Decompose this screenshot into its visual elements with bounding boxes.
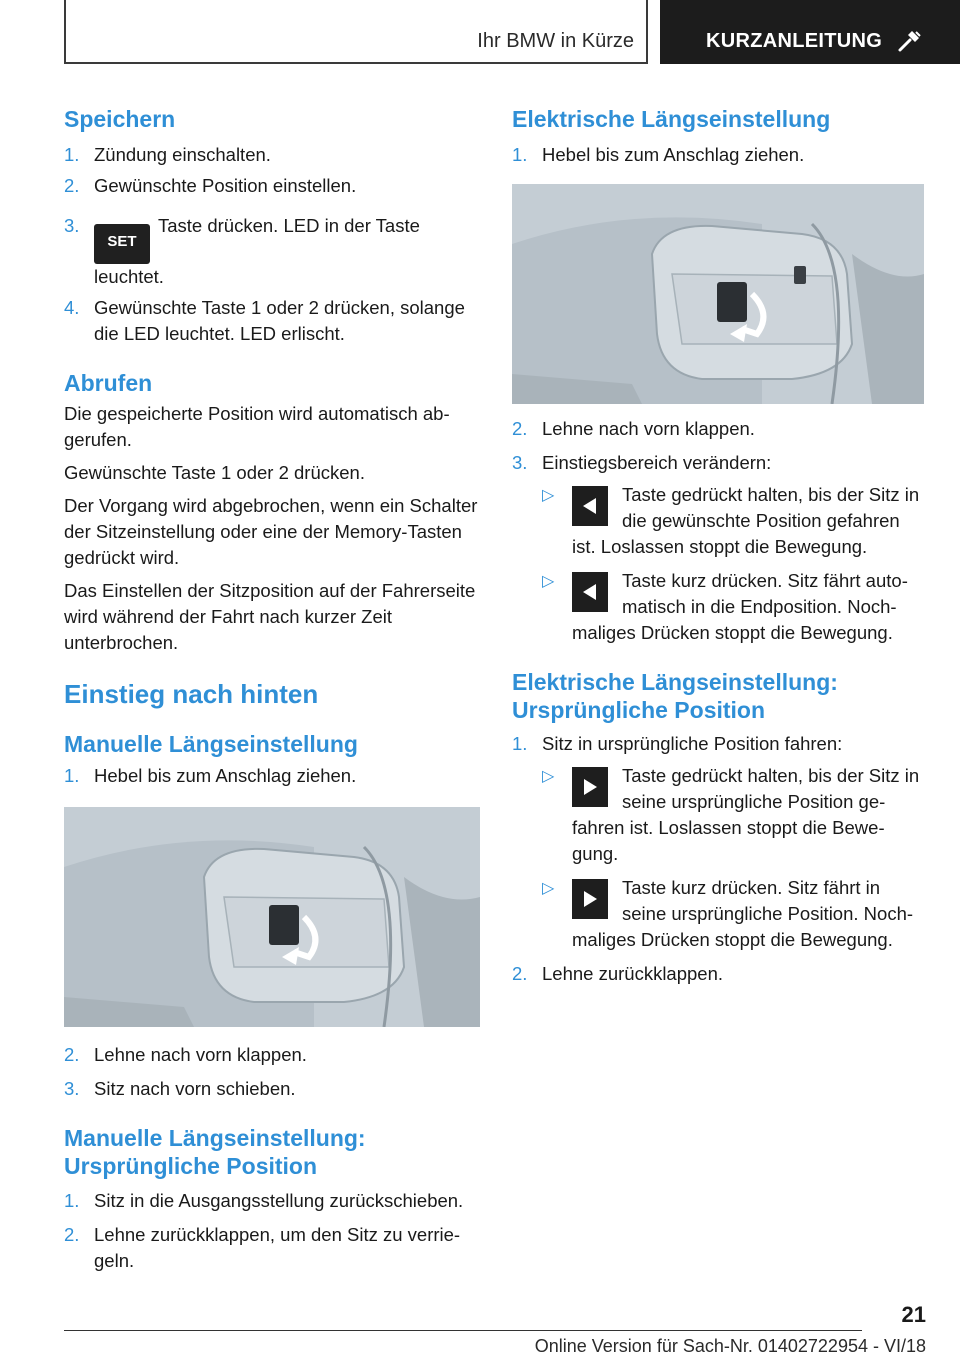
- bullet-item: ▷ Taste gedrückt halten, bis der Sitz in die gewünschte Position gefahren ist. Loslassen stoppt die Bewegung.: [542, 484, 920, 557]
- arrow-right-key-icon: [572, 879, 608, 919]
- arrow-left-key-icon: [572, 572, 608, 612]
- list-item: 2. Gewünschte Position einstellen.: [64, 175, 357, 196]
- heading-elektrisch: Elektrische Längseinstellung: [512, 106, 831, 132]
- list-item: 3. Einstiegsbereich verändern:: [512, 452, 772, 473]
- list-item: 1. Sitz in die Ausgangsstellung zurückschieben.: [64, 1190, 464, 1211]
- page-number: 21: [901, 1302, 926, 1327]
- list-item: 1. Zündung einschalten.: [64, 144, 271, 165]
- arrow-left-key-icon: [572, 486, 608, 526]
- list-item: 2. Lehne nach vorn klappen.: [512, 418, 755, 439]
- list-item: 4. Gewünschte Taste 1 oder 2 drücken, solange die LED leuchtet. LED erlischt.: [64, 297, 465, 344]
- set-button-icon: SET: [94, 224, 150, 264]
- seat-lever-illustration: [64, 807, 480, 1027]
- paragraph: Die gespeicherte Position wird automatisch abgerufen.: [64, 403, 450, 450]
- heading-einstieg: Einstieg nach hinten: [64, 679, 319, 709]
- paragraph: Gewünschte Taste 1 oder 2 drücken.: [64, 462, 365, 483]
- bullet-item: ▷ Taste gedrückt halten, bis der Sitz in seine ursprüngliche Position gefahren ist. Loslassen stoppt die Bewegung.: [542, 765, 920, 864]
- header-chapter-box: [660, 0, 960, 64]
- list-item: 2. Lehne nach vorn klappen.: [64, 1044, 307, 1065]
- bullet-item: ▷ Taste kurz drücken. Sitz fährt in seine ursprüngliche Position. Nochmaliges Drücken stoppt die Bewegung.: [542, 877, 914, 950]
- footer-divider: [64, 1330, 862, 1331]
- heading-manuell: Manuelle Längseinstellung: [64, 731, 358, 757]
- list-item: 2. Lehne zurückklappen.: [512, 963, 724, 984]
- seat-lever-illustration: [512, 184, 924, 404]
- wrench-icon: [896, 28, 922, 54]
- list-item: 3. SETTaste drücken. LED in der Taste leuchtet.: [64, 215, 420, 287]
- left-column: [64, 100, 480, 1274]
- right-column: [512, 100, 924, 987]
- footer-text: Online Version für Sach-Nr. 01402722954 - VI/18: [534, 1336, 926, 1356]
- list-item: 1. Sitz in ursprüngliche Position fahren:: [512, 733, 843, 754]
- heading-speichern: Speichern: [64, 106, 176, 132]
- bullet-item: ▷ Taste kurz drücken. Sitz fährt automatisch in die Endposition. Nochmaliges Drücken stoppt die Bewegung.: [542, 570, 908, 643]
- arrow-right-key-icon: [572, 767, 608, 807]
- header-section-box: [64, 0, 648, 64]
- list-item: 1. Hebel bis zum Anschlag ziehen.: [512, 144, 805, 165]
- heading-abrufen: Abrufen: [64, 370, 153, 396]
- list-item: 2. Lehne zurückklappen, um den Sitz zu verriegeln.: [64, 1224, 461, 1271]
- list-item: 3. Sitz nach vorn schieben.: [64, 1078, 296, 1099]
- paragraph: Das Einstellen der Sitzposition auf der Fahrerseite wird während der Fahrt nach kurzer Zeit unterbrochen.: [64, 580, 476, 653]
- paragraph: Der Vorgang wird abgebrochen, wenn ein Schalter der Sitzeinstellung oder eine der Memory-Tasten gedrückt wird.: [64, 495, 478, 568]
- header-chapter-title: KURZANLEITUNG: [706, 30, 883, 52]
- list-item: 1. Hebel bis zum Anschlag ziehen.: [64, 765, 357, 786]
- header-section-title: Ihr BMW in Kürze: [477, 30, 634, 52]
- heading-manuell-urspruenglich: Manuelle Längseinstellung: Ursprüngliche Position: [64, 1125, 366, 1179]
- heading-elektrisch-urspruenglich: Elektrische Längseinstellung: Ursprüngliche Position: [512, 669, 838, 723]
